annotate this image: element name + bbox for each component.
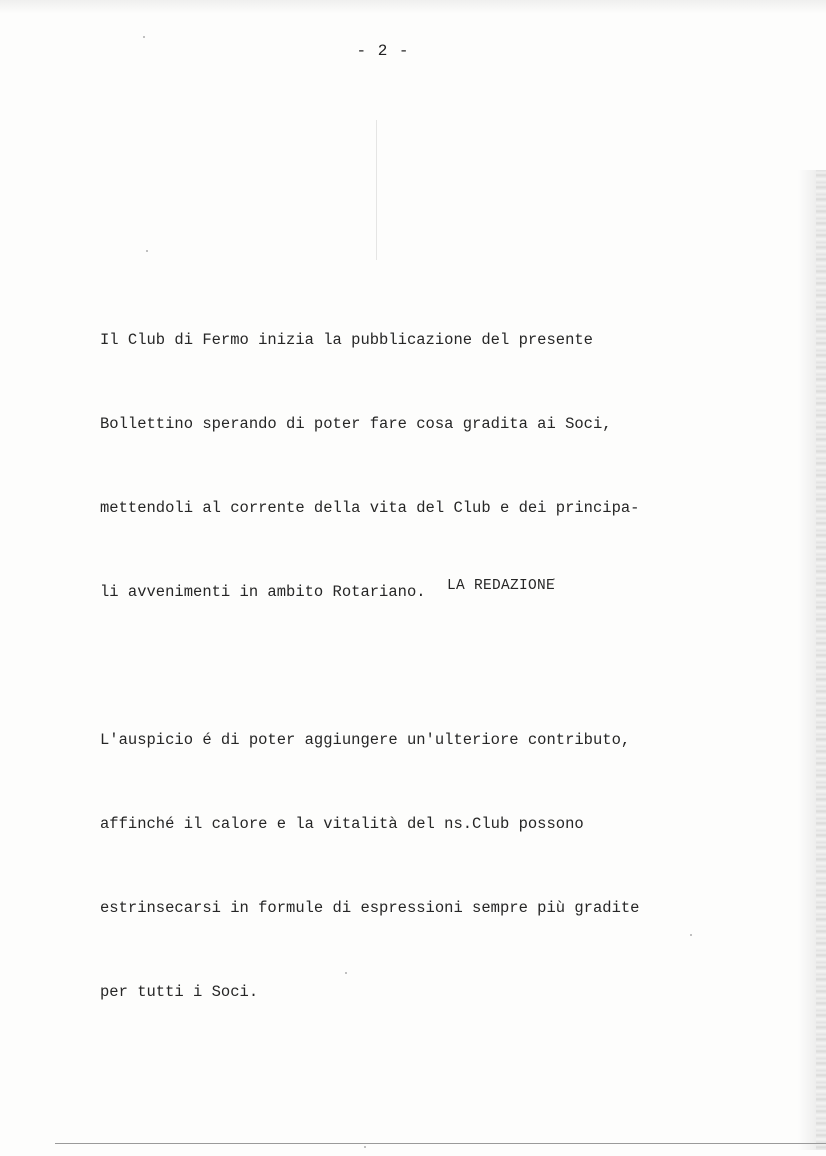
- paragraph-wish: [100, 670, 700, 1062]
- signature-editorial-staff: LA REDAZIONE: [447, 578, 556, 594]
- text-line: estrinsecarsi in formule di espressioni sempre più gradite: [100, 899, 640, 917]
- paper-speck: [146, 250, 148, 252]
- text-line: li avvenimenti in ambito Rotariano.: [100, 583, 426, 601]
- paper-fold-mark: [376, 120, 377, 260]
- page-number: - 2 -: [356, 42, 410, 60]
- scan-shadow-right: [798, 170, 816, 1150]
- text-line: affinché il calore e la vitalità del ns.Club possono: [100, 815, 584, 833]
- text-line: per tutti i Soci.: [100, 983, 259, 1001]
- text-line: Il Club di Fermo inizia la pubblicazione del presente: [100, 331, 593, 349]
- scan-edge-right: [816, 170, 826, 1150]
- text-line: L'auspicio é di poter aggiungere un'ulteriore contributo,: [100, 731, 631, 749]
- editorial-text: [100, 270, 700, 1062]
- scan-shadow-top: [0, 0, 826, 14]
- paper-speck: [143, 36, 145, 38]
- text-line: mettendoli al corrente della vita del Club e dei principa-: [100, 499, 640, 517]
- paragraph-intro: [100, 270, 700, 662]
- text-line: Bollettino sperando di poter fare cosa gradita ai Soci,: [100, 415, 612, 433]
- page-bottom-edge: [55, 1143, 826, 1144]
- paper-speck: [364, 1146, 366, 1148]
